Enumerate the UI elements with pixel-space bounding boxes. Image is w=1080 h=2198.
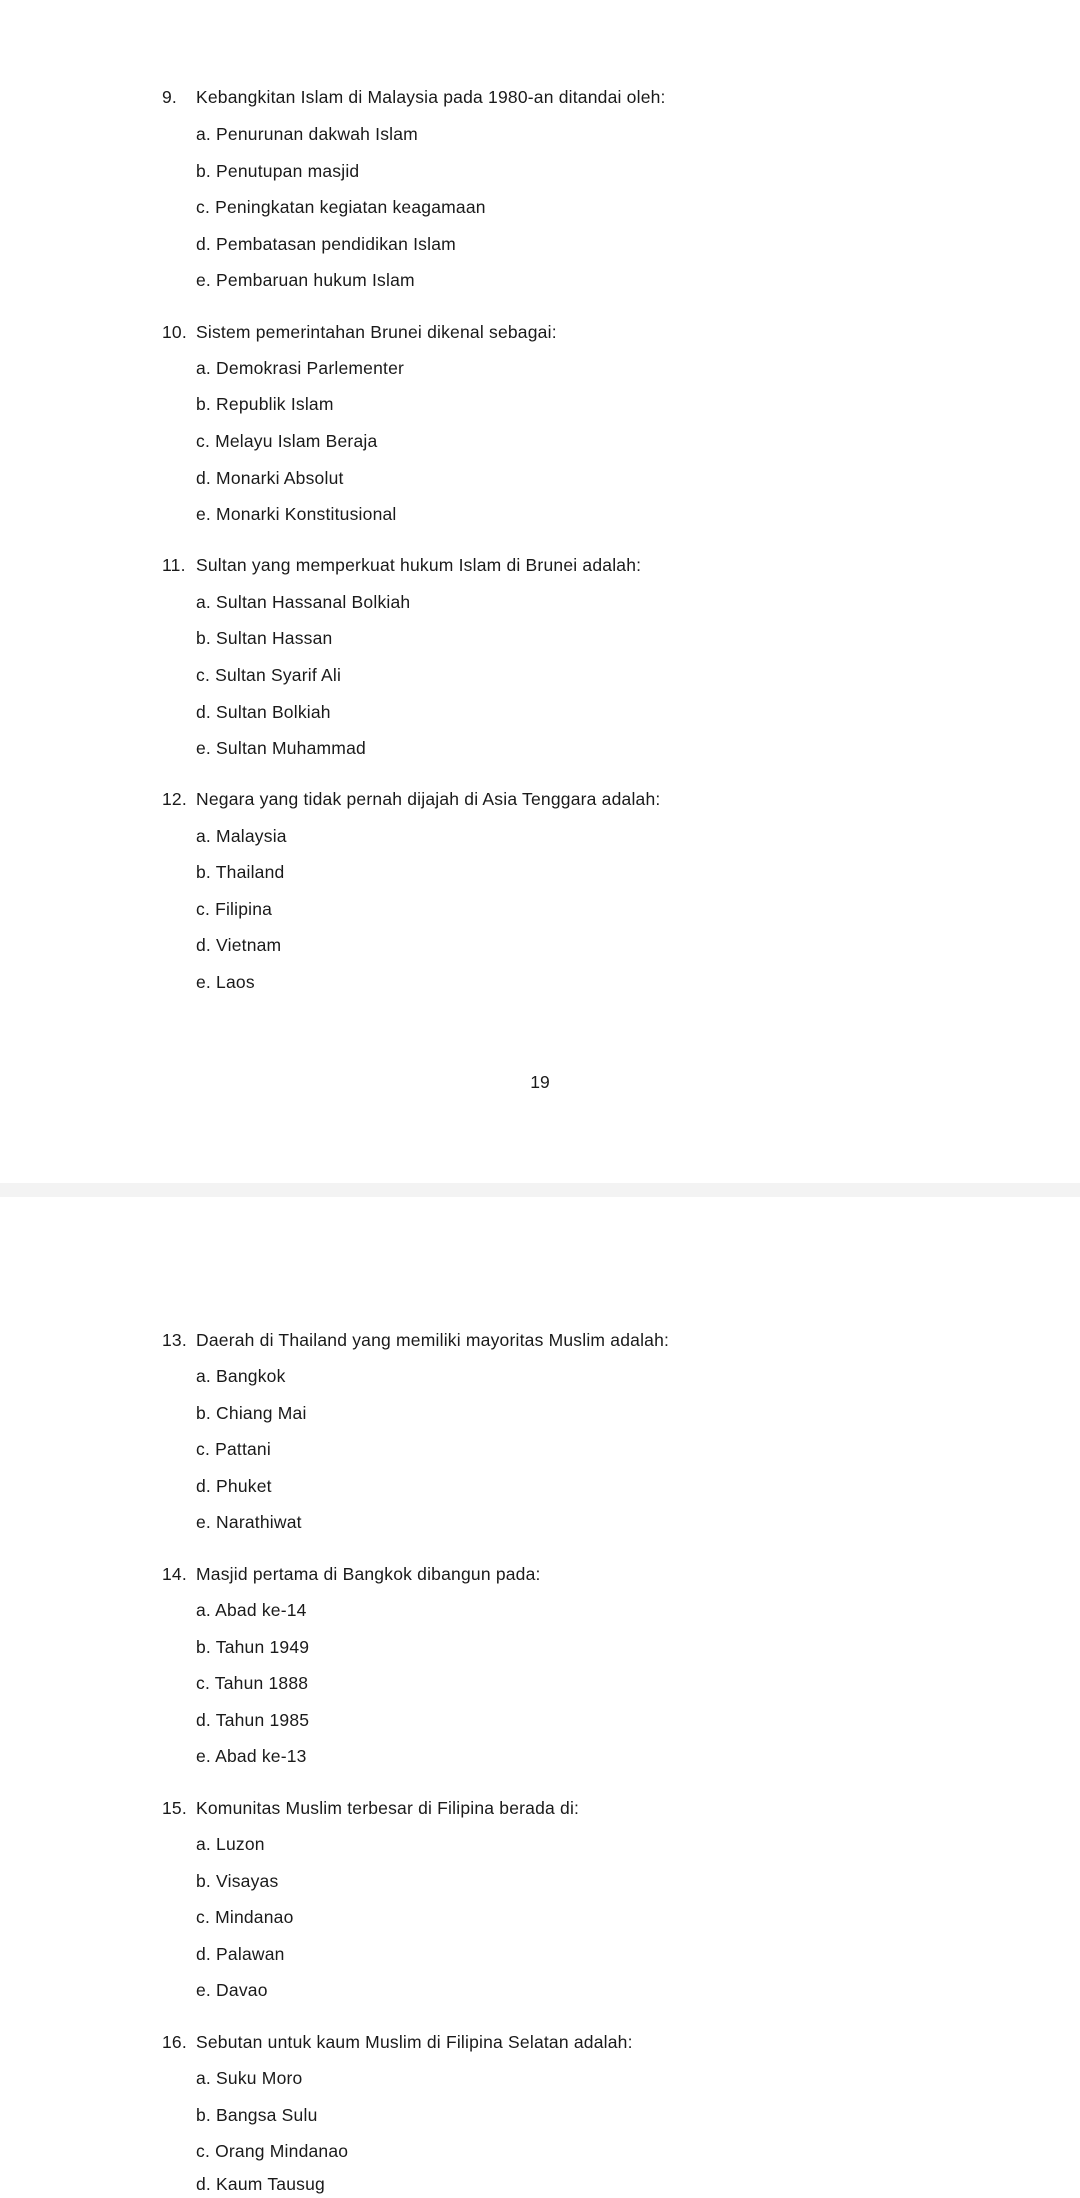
option-d: d. Monarki Absolut: [196, 468, 344, 488]
page-separator: [0, 1183, 1080, 1197]
option-b: b. Penutupan masjid: [196, 161, 360, 181]
option-c: c. Mindanao: [196, 1907, 294, 1927]
question-text: Kebangkitan Islam di Malaysia pada 1980-an ditandai oleh:: [196, 87, 666, 107]
question-16-stem: [162, 2030, 633, 2054]
option-a: a. Demokrasi Parlementer: [196, 358, 405, 378]
question-number: 10.: [162, 322, 187, 342]
option-d: d. Pembatasan pendidikan Islam: [196, 234, 456, 254]
option-e: e. Laos: [196, 972, 255, 992]
option-e: e. Davao: [196, 1980, 268, 2000]
page-number: 19: [530, 1072, 550, 1092]
option-d: d. Kaum Tausug: [196, 2174, 325, 2194]
option-a: a. Bangkok: [196, 1366, 286, 1386]
option-e: e. Narathiwat: [196, 1512, 302, 1532]
option-b: b. Sultan Hassan: [196, 628, 333, 648]
question-text: Sistem pemerintahan Brunei dikenal sebagai:: [196, 322, 557, 342]
question-text: Komunitas Muslim terbesar di Filipina berada di:: [196, 1798, 580, 1818]
option-e: e. Pembaruan hukum Islam: [196, 270, 415, 290]
question-number: 11.: [162, 555, 186, 575]
option-c: c. Pattani: [196, 1439, 271, 1459]
option-e: e. Sultan Muhammad: [196, 738, 366, 758]
question-number: 16.: [162, 2032, 187, 2052]
question-15-stem: [162, 1796, 579, 1820]
document-page-20: [0, 1197, 1080, 2198]
option-b: b. Republik Islam: [196, 394, 334, 414]
option-c: c. Tahun 1888: [196, 1673, 309, 1693]
question-number: 15.: [162, 1798, 187, 1818]
option-a: a. Abad ke-14: [196, 1600, 307, 1620]
question-text: Negara yang tidak pernah dijajah di Asia Tenggara adalah:: [196, 789, 661, 809]
question-13-stem: [162, 1328, 669, 1352]
question-12-stem: [162, 787, 660, 811]
question-14-stem: [162, 1562, 541, 1586]
option-d: d. Phuket: [196, 1476, 272, 1496]
option-e: e. Abad ke-13: [196, 1746, 307, 1766]
option-b: b. Tahun 1949: [196, 1637, 310, 1657]
option-c: c. Filipina: [196, 899, 273, 919]
question-11-stem: [162, 553, 641, 577]
option-e: e. Monarki Konstitusional: [196, 504, 397, 524]
question-number: 12.: [162, 789, 187, 809]
option-d: d. Tahun 1985: [196, 1710, 310, 1730]
option-a: a. Penurunan dakwah Islam: [196, 124, 418, 144]
question-text: Sultan yang memperkuat hukum Islam di Brunei adalah:: [196, 555, 642, 575]
question-10-stem: [162, 320, 557, 344]
option-c: c. Peningkatan kegiatan keagamaan: [196, 197, 486, 217]
question-number: 14.: [162, 1564, 187, 1584]
option-a: a. Luzon: [196, 1834, 265, 1854]
question-text: Daerah di Thailand yang memiliki mayoritas Muslim adalah:: [196, 1330, 670, 1350]
question-text: Masjid pertama di Bangkok dibangun pada:: [196, 1564, 541, 1584]
question-number: 13.: [162, 1330, 187, 1350]
option-c: c. Melayu Islam Beraja: [196, 431, 378, 451]
option-d: d. Palawan: [196, 1944, 285, 1964]
option-a: a. Malaysia: [196, 826, 287, 846]
question-text: Sebutan untuk kaum Muslim di Filipina Selatan adalah:: [196, 2032, 633, 2052]
option-b: b. Thailand: [196, 862, 285, 882]
option-a: a. Suku Moro: [196, 2068, 303, 2088]
question-9-stem: [162, 85, 666, 109]
option-c: c. Sultan Syarif Ali: [196, 665, 342, 685]
question-number: 9.: [162, 87, 177, 107]
option-b: b. Chiang Mai: [196, 1403, 307, 1423]
option-b: b. Bangsa Sulu: [196, 2105, 318, 2125]
option-c: c. Orang Mindanao: [196, 2141, 349, 2161]
option-a: a. Sultan Hassanal Bolkiah: [196, 592, 411, 612]
option-d: d. Vietnam: [196, 935, 282, 955]
option-d: d. Sultan Bolkiah: [196, 702, 331, 722]
option-b: b. Visayas: [196, 1871, 279, 1891]
